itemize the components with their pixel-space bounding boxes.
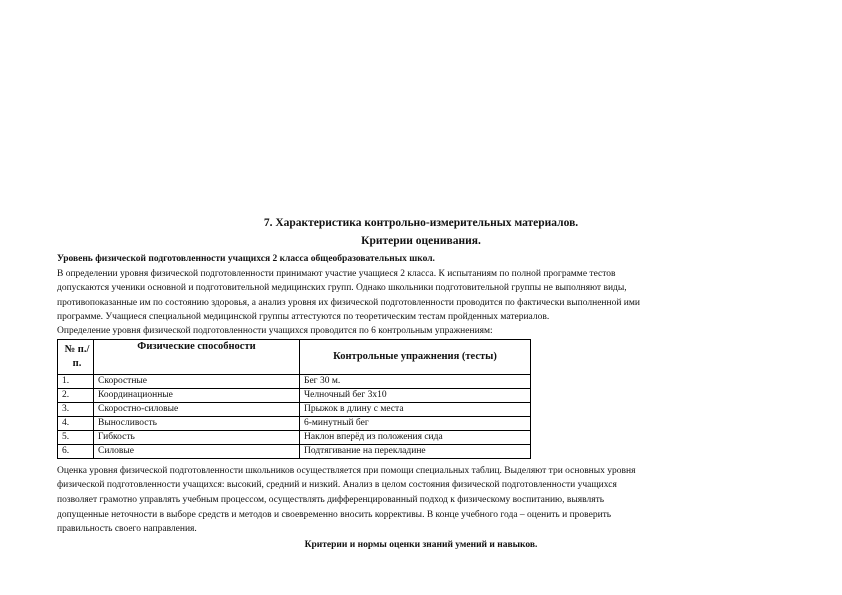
criteria-heading: Критерии и нормы оценки знаний умений и навыков. [304, 540, 538, 550]
assessment-line: физической подготовленности учащихся: высокий, средний и низкий. Анализ в целом состояния физической подготовленности учащихся [57, 480, 617, 490]
cell-exercise: Бег 30 м. [300, 375, 531, 389]
table-row [58, 375, 531, 389]
intro-line: допускаются ученики основной и подготовительной медицинских групп. Однако школьники подготовительной группы не выполняют виды, [57, 283, 627, 293]
cell-ability: Гибкость [94, 431, 300, 445]
cell-ability: Координационные [94, 389, 300, 403]
intro-line: программе. Учащиеся специальной медицинской группы аттестуются по теоретическим тестам пройденных материалов. [57, 312, 550, 322]
cell-num: 1. [58, 375, 94, 389]
control-exercises-table [57, 339, 531, 459]
cell-ability: Скоростно-силовые [94, 403, 300, 417]
assessment-line: позволяет грамотно управлять учебным процессом, осуществлять дифференцированный подход к физическому воспитанию, выявлять [57, 495, 605, 505]
cell-num: 4. [58, 417, 94, 431]
intro-line: Определение уровня физической подготовленности учащихся проводится по 6 контрольным упражнениям: [57, 326, 493, 336]
table-row [58, 445, 531, 459]
intro-line: противопоказанные им по состоянию здоровья, а анализ уровня их физической подготовленности проводится по фактически выполненной ими [57, 298, 640, 308]
cell-exercise: Прыжок в длину с места [300, 403, 531, 417]
cell-num: 6. [58, 445, 94, 459]
cell-num: 5. [58, 431, 94, 445]
assessment-line: допущенные неточности в выборе средств и методов и своевременно вносить коррективы. В конце учебного года – оценить и проверить [57, 510, 612, 520]
table-row [58, 389, 531, 403]
table-row [58, 403, 531, 417]
assessment-line: правильность своего направления. [57, 524, 197, 534]
cell-num: 2. [58, 389, 94, 403]
cell-exercise: 6-минутный бег [300, 417, 531, 431]
header-ability: Физические способности [94, 340, 300, 375]
header-num-label: № п./п. [64, 344, 90, 369]
table-header-row [58, 340, 531, 375]
header-exercise [300, 340, 531, 375]
section-title: 7. Характеристика контрольно-измерительных материалов. [263, 217, 579, 229]
cell-exercise: Челночный бег 3x10 [300, 389, 531, 403]
cell-exercise: Наклон вперёд из положения сида [300, 431, 531, 445]
intro-line: В определении уровня физической подготовленности принимают участие учащиеся 2 класса. К испытаниям по полной программе тестов [57, 269, 616, 279]
cell-ability: Силовые [94, 445, 300, 459]
table-row [58, 417, 531, 431]
section-subtitle: Критерии оценивания. [361, 235, 481, 247]
cell-exercise: Подтягивание на перекладине [300, 445, 531, 459]
header-num [58, 340, 94, 375]
level-heading: Уровень физической подготовленности учащихся 2 класса общеобразовательных школ. [57, 254, 435, 264]
cell-ability: Выносливость [94, 417, 300, 431]
assessment-line: Оценка уровня физической подготовленности школьников осуществляется при помощи специальных таблиц. Выделяют три основных уровня [57, 466, 636, 476]
header-exercise-label: Контрольные упражнения (тесты) [333, 351, 497, 362]
table-row [58, 431, 531, 445]
cell-ability: Скоростные [94, 375, 300, 389]
cell-num: 3. [58, 403, 94, 417]
